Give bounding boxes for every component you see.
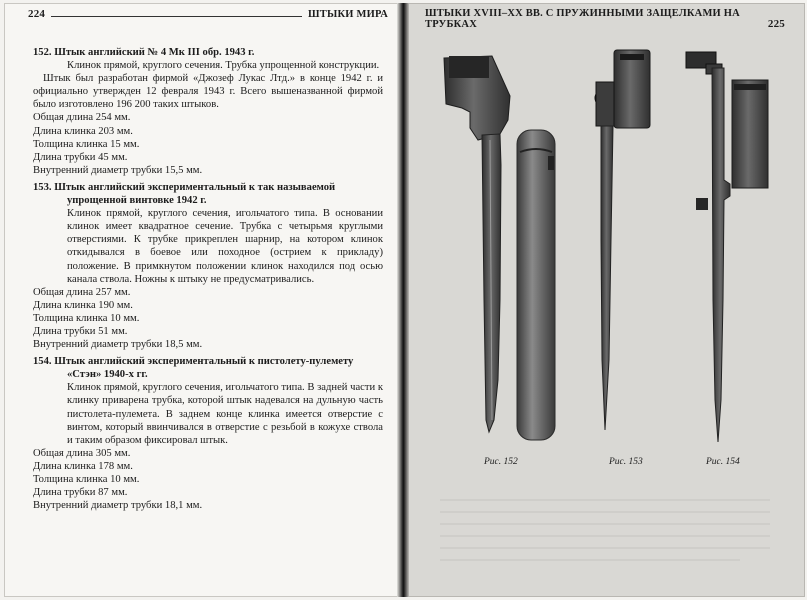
spec-line: Длина клинка 190 мм.: [33, 299, 133, 311]
entry-title: 153. Штык английский экспериментальный к так называемой упрощенной винтовке 1942 г.: [33, 181, 336, 207]
right-running-head-title: ШТЫКИ XVIII–XX ВВ. С ПРУЖИННЫМИ ЗАЩЕЛКАМИ НА ТРУБКАХ: [425, 8, 740, 30]
spec-line: Толщина клинка 10 мм.: [33, 474, 140, 485]
entry-description: Клинок прямой, круглого сечения, игольчатого типа. В задней части к клинку приварена трубка, которой штык надевался на дульную часть пистолета-пулемета. В заднем конце клинка имеется отверстие с винтом, который ввинчивался в отверстие с резьбой в кожухе ствола и таким образом фиксировал штык.: [67, 382, 383, 446]
entry-title: 154. Штык английский экспериментальный к пистолету-пулемету «Стэн» 1940-х гг.: [33, 356, 354, 381]
spec-line: Толщина клинка 10 мм.: [33, 312, 140, 324]
spec-line: Внутренний диаметр трубки 15,5 мм.: [33, 164, 203, 176]
spec-line: Внутренний диаметр трубки 18,1 мм.: [33, 500, 203, 512]
spec-line: Общая длина 254 мм.: [33, 112, 131, 124]
entry-description: Клинок прямой, круглого сечения. Трубка упрощенной конструкции.: [67, 60, 380, 72]
bayonet-154-image: [686, 52, 768, 442]
spec-line: Толщина клинка 15 мм.: [33, 138, 140, 150]
spec-line: Внутренний диаметр трубки 18,5 мм.: [33, 339, 203, 351]
left-running-head-title: ШТЫКИ МИРА: [308, 9, 388, 20]
figure-caption-154: Рис. 154: [706, 457, 740, 467]
spec-line: Длина трубки 87 мм.: [33, 487, 128, 499]
entry-title: 152. Штык английский № 4 Мк III обр. 1943 г.: [33, 47, 255, 58]
figure-caption-153: Рис. 153: [609, 457, 643, 467]
bayonet-153-image: [595, 50, 650, 430]
entry-note: Штык был разработан фирмой «Джозеф Лукас Лтд.» в конце 1942 г. и официально утвержден 12 февраля 1943 г. Всего вышеназванной фирмой было изготовлено 196 200 таких штыков.: [33, 73, 383, 111]
right-page-number: 225: [767, 18, 785, 30]
spec-line: Длина трубки 51 мм.: [33, 325, 128, 337]
spec-line: Общая длина 257 мм.: [33, 286, 131, 298]
spec-line: Длина трубки 45 мм.: [33, 151, 128, 163]
spec-line: Длина клинка 203 мм.: [33, 125, 133, 137]
entry-description: Клинок прямой, круглого сечения, игольчатого типа. В основании клинок имеет квадратное сечение. Трубка с четырьмя круглыми отверстиями. К трубке прикреплен шарнир, на котором клинок откидывался в боевое или походное (острием к прикладу) положение. В примкнутом положении клинок находился под осью канала ствола. Ножны к штыку не предусматривались.: [67, 208, 383, 285]
scabbard-152-image: [517, 130, 555, 440]
page-show-through: [440, 500, 770, 560]
bayonet-152-image: [444, 56, 510, 432]
spec-line: Длина клинка 178 мм.: [33, 460, 133, 472]
left-page-number: 224: [28, 8, 46, 20]
figure-caption-152: Рис. 152: [484, 457, 518, 467]
spec-line: Общая длина 305 мм.: [33, 447, 131, 459]
